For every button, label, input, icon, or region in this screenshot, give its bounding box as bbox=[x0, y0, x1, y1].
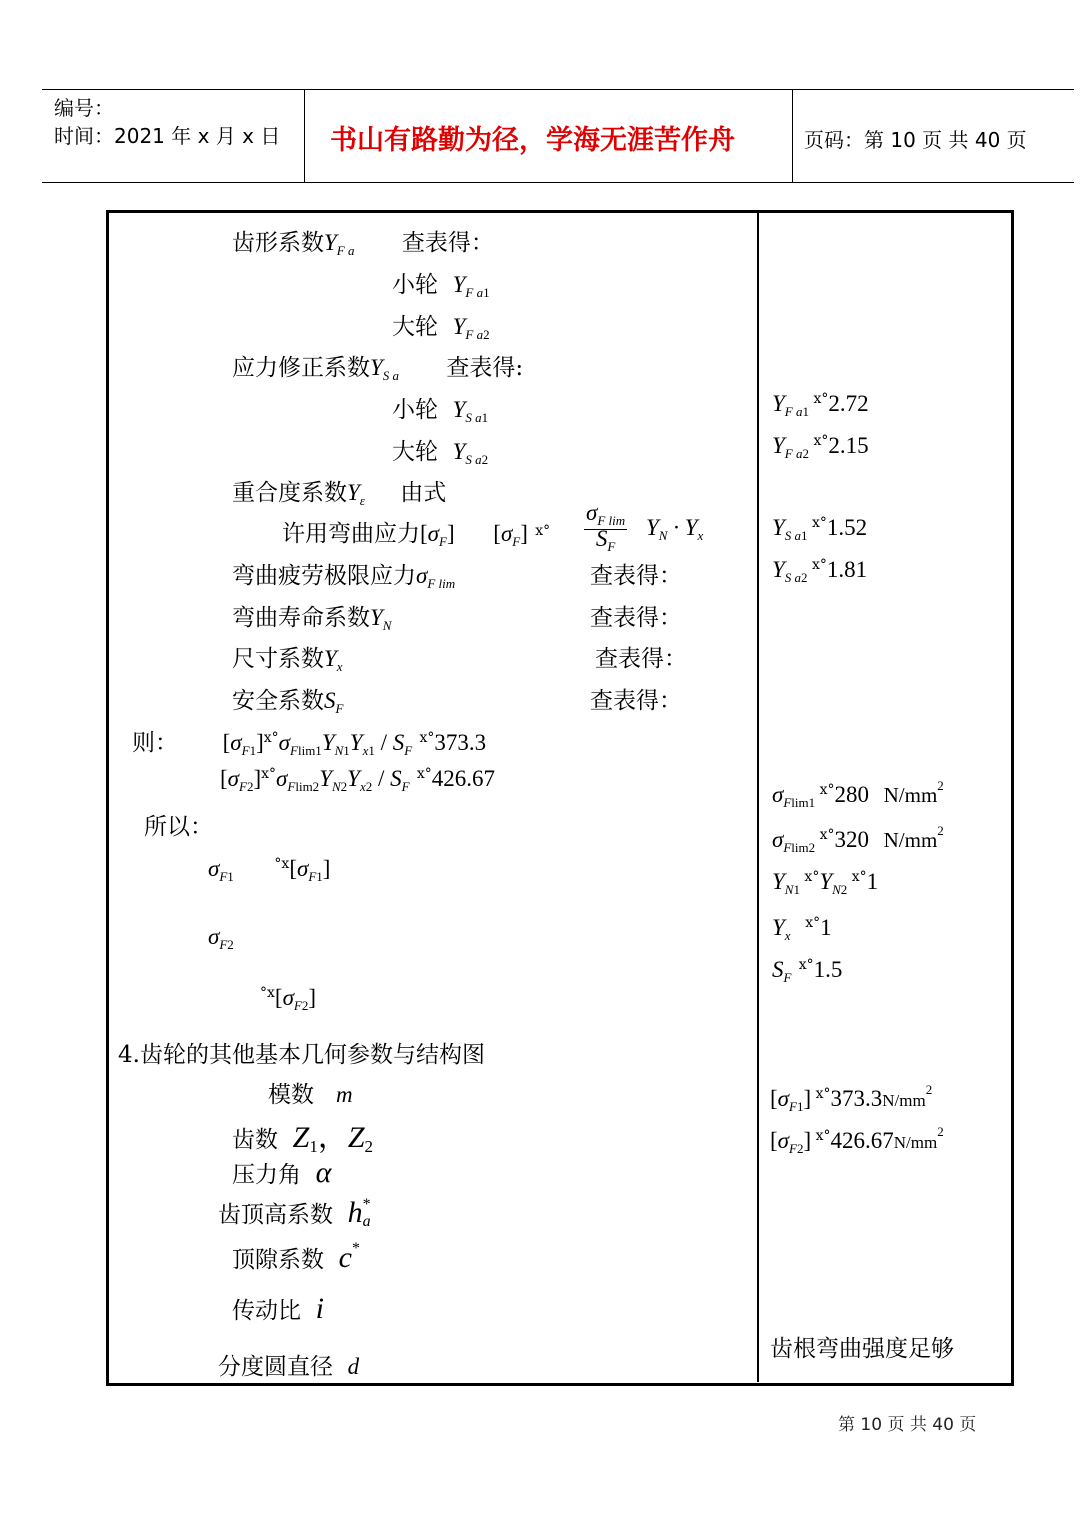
line-ysa: 应力修正系数$Y_{S a}$ 查表得: bbox=[232, 355, 524, 383]
right-sf: $S_F$ $^{ⅹ^\circ}$1.5 bbox=[772, 957, 843, 985]
param-pressure-angle: 压力角 α bbox=[232, 1156, 332, 1189]
header-motto: 书山有路勤为径，学海无涯苦作舟 bbox=[330, 125, 735, 156]
param-clearance: 顶隙系数 c* bbox=[232, 1240, 360, 1274]
line-sflim-tail: 查表得： bbox=[590, 563, 682, 589]
result-sf1: 则： $[\sigma_{F1}]^{ⅹ^\circ}\sigma_{Flim1}Y_{N1}Y_{x1} / S_F$ $^{ⅹ^\circ}$373.3 bbox=[132, 730, 487, 758]
line-allowable-stress: 许用弯曲应力$[\sigma_F]$ $[\sigma_F]$ $^{ⅹ^\circ}$ bbox=[282, 521, 551, 549]
result-sf2: $[\sigma_{F2}]^{ⅹ^\circ}\sigma_{Flim2}Y_{N2}Y_{x2} / S_F$ $^{ⅹ^\circ}$426.67 bbox=[220, 766, 496, 794]
header-number: 编号： bbox=[54, 96, 114, 120]
line-yeps: 重合度系数$Y_\varepsilon$ 由式 bbox=[232, 480, 447, 508]
right-sf2-result: $[\sigma_{F2}]$ $^{ⅹ^\circ}426.67N/mm^2$ bbox=[770, 1124, 944, 1156]
line-yx-tail: 查表得： bbox=[595, 646, 687, 672]
param-addendum: 齿顶高系数 h* a bbox=[218, 1196, 371, 1230]
line-yfa: 齿形系数$Y_{F a}$ 查表得： bbox=[232, 230, 494, 258]
section-4-title: 4.齿轮的其他基本几何参数与结构图 bbox=[118, 1042, 485, 1068]
line-yx: 尺寸系数$Y_x$ bbox=[232, 646, 343, 674]
right-sf1-result: $[\sigma_{F1}]$ $^{ⅹ^\circ}373.3N/mm^2$ bbox=[770, 1082, 933, 1114]
line-ysa2: 大轮 $Y_{S a2}$ bbox=[392, 439, 489, 467]
header-page: 页码：第 10 页 共 40 页 bbox=[804, 128, 1027, 152]
right-sflim1: $\sigma_{Flim1}$ $^{ⅹ^\circ}$280 $N/mm^2$ bbox=[772, 778, 944, 810]
line-yn-tail: 查表得： bbox=[590, 605, 682, 631]
right-yfa1: $Y_{F a1}$ $^{ⅹ^\circ}$2.72 bbox=[772, 391, 869, 419]
param-pitch-diameter: 分度圆直径 d bbox=[218, 1354, 360, 1380]
formula-fraction: $\sigma_{F lim}$ $S_F$ bbox=[586, 500, 626, 554]
param-module: 模数 m bbox=[268, 1082, 353, 1108]
line-sflim: 弯曲疲劳极限应力$\sigma_{F lim}$ bbox=[232, 563, 456, 591]
right-ysa1: $Y_{S a1}$ $^{ⅹ^\circ}$1.52 bbox=[772, 515, 868, 543]
formula-factors: $Y_N \cdot Y_x$ bbox=[646, 515, 704, 543]
line-yfa2: 大轮 $Y_{F a2}$ bbox=[392, 314, 490, 342]
right-sflim2: $\sigma_{Flim2}$ $^{ⅹ^\circ}$320 $N/mm^2$ bbox=[772, 823, 944, 855]
line-sf: 安全系数$S_F$ bbox=[232, 688, 344, 716]
footer-page: 第 10 页 共 40 页 bbox=[838, 1415, 977, 1435]
right-yn: $Y_{N1}$ $^{ⅹ^\circ}Y_{N2}$ $^{ⅹ^\circ}$1 bbox=[772, 869, 879, 897]
line-yn: 弯曲寿命系数$Y_N$ bbox=[232, 605, 392, 633]
header-divider-right bbox=[792, 89, 793, 183]
param-teeth: 齿数 $Z_1$，$Z_2$ bbox=[232, 1121, 373, 1156]
header-bottom-rule bbox=[42, 182, 1074, 183]
line-ysa1: 小轮 $Y_{S a1}$ bbox=[392, 397, 489, 425]
compare-sf2: $\sigma_{F2}$ bbox=[208, 924, 234, 952]
table-column-divider bbox=[757, 212, 759, 1382]
right-ysa2: $Y_{S a2}$ $^{ⅹ^\circ}$1.81 bbox=[772, 557, 868, 585]
line-sf-tail: 查表得： bbox=[590, 688, 682, 714]
right-yx: $Y_x$ $^{ⅹ^\circ}$1 bbox=[772, 915, 832, 943]
right-yfa2: $Y_{F a2}$ $^{ⅹ^\circ}$2.15 bbox=[772, 433, 869, 461]
right-conclusion: 齿根弯曲强度足够 bbox=[770, 1336, 954, 1362]
suoyi-label: 所以： bbox=[144, 814, 213, 840]
compare-sf1: $\sigma_{F1}$ $^{^\circ ⅹ}[\sigma_{F1}]$ bbox=[208, 856, 331, 884]
line-yfa1: 小轮 $Y_{F a1}$ bbox=[392, 272, 490, 300]
header-top-rule bbox=[42, 89, 1074, 90]
param-ratio: 传动比 i bbox=[232, 1292, 324, 1325]
compare-sf2-bound: $^{^\circ ⅹ}[\sigma_{F2}]$ bbox=[260, 985, 317, 1013]
header-divider-left bbox=[304, 89, 305, 183]
header-time: 时间：2021 年 x 月 x 日 bbox=[54, 124, 281, 148]
